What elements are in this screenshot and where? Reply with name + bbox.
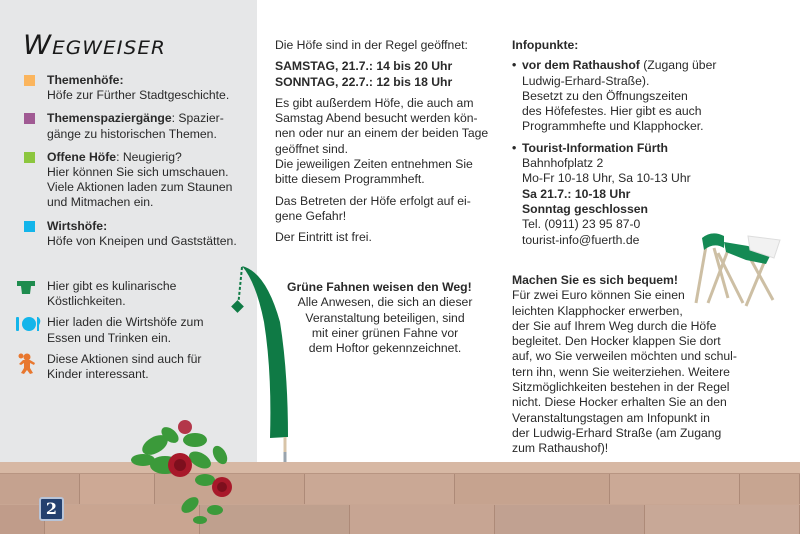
stool-line: tern ihn, wenn Sie weiterziehen. Weitere xyxy=(512,364,730,379)
legend-item-wirtshoefe xyxy=(24,219,254,249)
wall-row xyxy=(0,474,800,504)
address: Bahnhofplatz 2 xyxy=(522,156,604,171)
stool-line: Sitzmöglichkeiten bestehen in der Regel xyxy=(512,380,730,395)
folding-stool-illustration xyxy=(688,228,788,308)
roses-illustration xyxy=(125,415,245,530)
stool-line: zum Rathaushof)! xyxy=(512,441,609,456)
icon-desc: Hier laden die Wirtshöfe zum Essen und Trinken ein. xyxy=(47,315,204,345)
purple-square-icon xyxy=(24,113,35,124)
page-title xyxy=(23,30,166,61)
flags-note xyxy=(285,280,485,356)
green-square-icon xyxy=(24,152,35,163)
icon-desc: Diese Aktionen sind auch für Kinder interessant. xyxy=(47,351,202,382)
special-hours: Sa 21.7.: 10-18 Uhr xyxy=(522,186,631,201)
flags-line: mit einer grünen Fahne vor xyxy=(311,325,459,340)
stool-line: auf, wo Sie verweilen möchten und schul- xyxy=(512,349,737,364)
infopoint-line: Programmhefte und Klapphocker. xyxy=(522,119,704,134)
infopoint-name: vor dem Rathaushof xyxy=(522,58,640,73)
legend-label: Wirtshöfe: xyxy=(47,218,108,233)
legend-desc: Höfe von Kneipen und Gaststätten. xyxy=(47,233,237,248)
icon-item-essen xyxy=(16,315,246,345)
legend-item-offene-hoefe xyxy=(24,150,254,211)
infopoints-heading: Infopunkte: xyxy=(512,38,579,52)
flags-line: dem Hoftor gekennzeichnet. xyxy=(308,341,462,356)
regular-hours: Mo-Fr 10-18 Uhr, Sa 10-13 Uhr xyxy=(522,171,691,186)
bullet-icon: • xyxy=(512,140,517,155)
stool-line: leichten Klapphocker erwerben, xyxy=(512,303,683,318)
flags-line: Alle Anwesen, die sich an dieser xyxy=(297,295,473,310)
plate-cutlery-icon xyxy=(16,316,40,334)
legend-item-themenspaziergaenge xyxy=(24,111,254,141)
stool-heading: Machen Sie es sich bequem! xyxy=(512,273,678,287)
email-link[interactable]: tourist-info@fuerth.de xyxy=(522,232,640,247)
legend-item-themenhoefe xyxy=(24,73,254,103)
infopoint-line: des Höfefestes. Hier gibt es auch xyxy=(522,104,702,119)
legend-desc: Hier können Sie sich umschauen. Viele Aktionen laden zum Staunen und Mitmachen ein. xyxy=(47,165,233,210)
page-number-badge: 2 xyxy=(39,497,64,521)
legend-label: Themenspaziergänge xyxy=(47,111,172,126)
extra-hours-note: Es gibt außerdem Höfe, die auch am Samstag Abend besucht werden kön-nen oder nur an einem der beiden Tage geöffnet sind. xyxy=(275,95,489,156)
page-title-text: Wegweiser xyxy=(23,30,166,61)
legend-label: Themenhöfe: xyxy=(47,73,124,87)
icon-legend xyxy=(16,279,246,388)
stone-wall-footer xyxy=(0,462,800,534)
program-note: Die jeweiligen Zeiten entnehmen Sie bitte diesem Programmheft. xyxy=(275,157,473,187)
stool-line: der Ludwig-Erhard Straße (am Zugang xyxy=(512,425,722,440)
teddy-bear-icon xyxy=(16,353,40,371)
infopoint-line: Besetzt zu den Öffnungszeiten xyxy=(522,88,688,103)
infopoints-section xyxy=(512,38,762,254)
infopoint-rathaushof xyxy=(512,58,762,134)
legend-text: : Spazier- xyxy=(171,111,224,126)
flags-line: Veranstaltung beteiligen, sind xyxy=(305,310,465,325)
free-entry-note: Der Eintritt ist frei. xyxy=(275,230,372,245)
legend xyxy=(24,73,254,257)
wall-cap xyxy=(0,462,800,474)
opening-hours-section xyxy=(275,38,490,252)
infopoint-access: (Zugang über Ludwig-Erhard-Straße). xyxy=(522,58,717,88)
risk-note: Das Betreten der Höfe erfolgt auf ei-gene Gefahr! xyxy=(275,193,471,223)
stool-line: begleitet. Den Hocker klappen Sie dort xyxy=(512,334,721,349)
opening-intro: Die Höfe sind in der Regel geöffnet: xyxy=(275,38,468,52)
sunday-hours: SONNTAG, 22.7.: 12 bis 18 Uhr xyxy=(275,74,453,89)
legend-desc: gänge zu historischen Themen. xyxy=(47,126,217,141)
cup-icon xyxy=(16,280,40,298)
closed-note: Sonntag geschlossen xyxy=(522,201,648,216)
infopoint-name: Tourist-Information Fürth xyxy=(522,140,668,155)
bullet-icon: • xyxy=(512,58,517,73)
saturday-hours: SAMSTAG, 21.7.: 14 bis 20 Uhr xyxy=(275,59,453,74)
orange-square-icon xyxy=(24,75,35,86)
legend-text: : Neugierig? xyxy=(116,149,182,164)
flags-heading: Grüne Fahnen weisen den Weg! xyxy=(287,280,472,294)
icon-item-kinder xyxy=(16,352,246,382)
stool-line: Veranstaltungstagen am Infopunkt in xyxy=(512,410,710,425)
icon-desc: Hier gibt es kulinarische Köstlichkeiten. xyxy=(47,279,177,309)
legend-label: Offene Höfe xyxy=(47,149,117,164)
stool-line: der Sie auf Ihrem Weg durch die Höfe xyxy=(512,318,717,333)
icon-item-kulinarisch xyxy=(16,279,246,309)
stool-line: nicht. Diese Hocker erhalten Sie an den xyxy=(512,395,727,410)
legend-desc: Höfe zur Fürther Stadtgeschichte. xyxy=(47,88,230,103)
blue-square-icon xyxy=(24,221,35,232)
phone: Tel. (0911) 23 95 87-0 xyxy=(522,217,641,232)
wall-row xyxy=(0,505,800,534)
stool-line: Für zwei Euro können Sie einen xyxy=(512,288,685,303)
